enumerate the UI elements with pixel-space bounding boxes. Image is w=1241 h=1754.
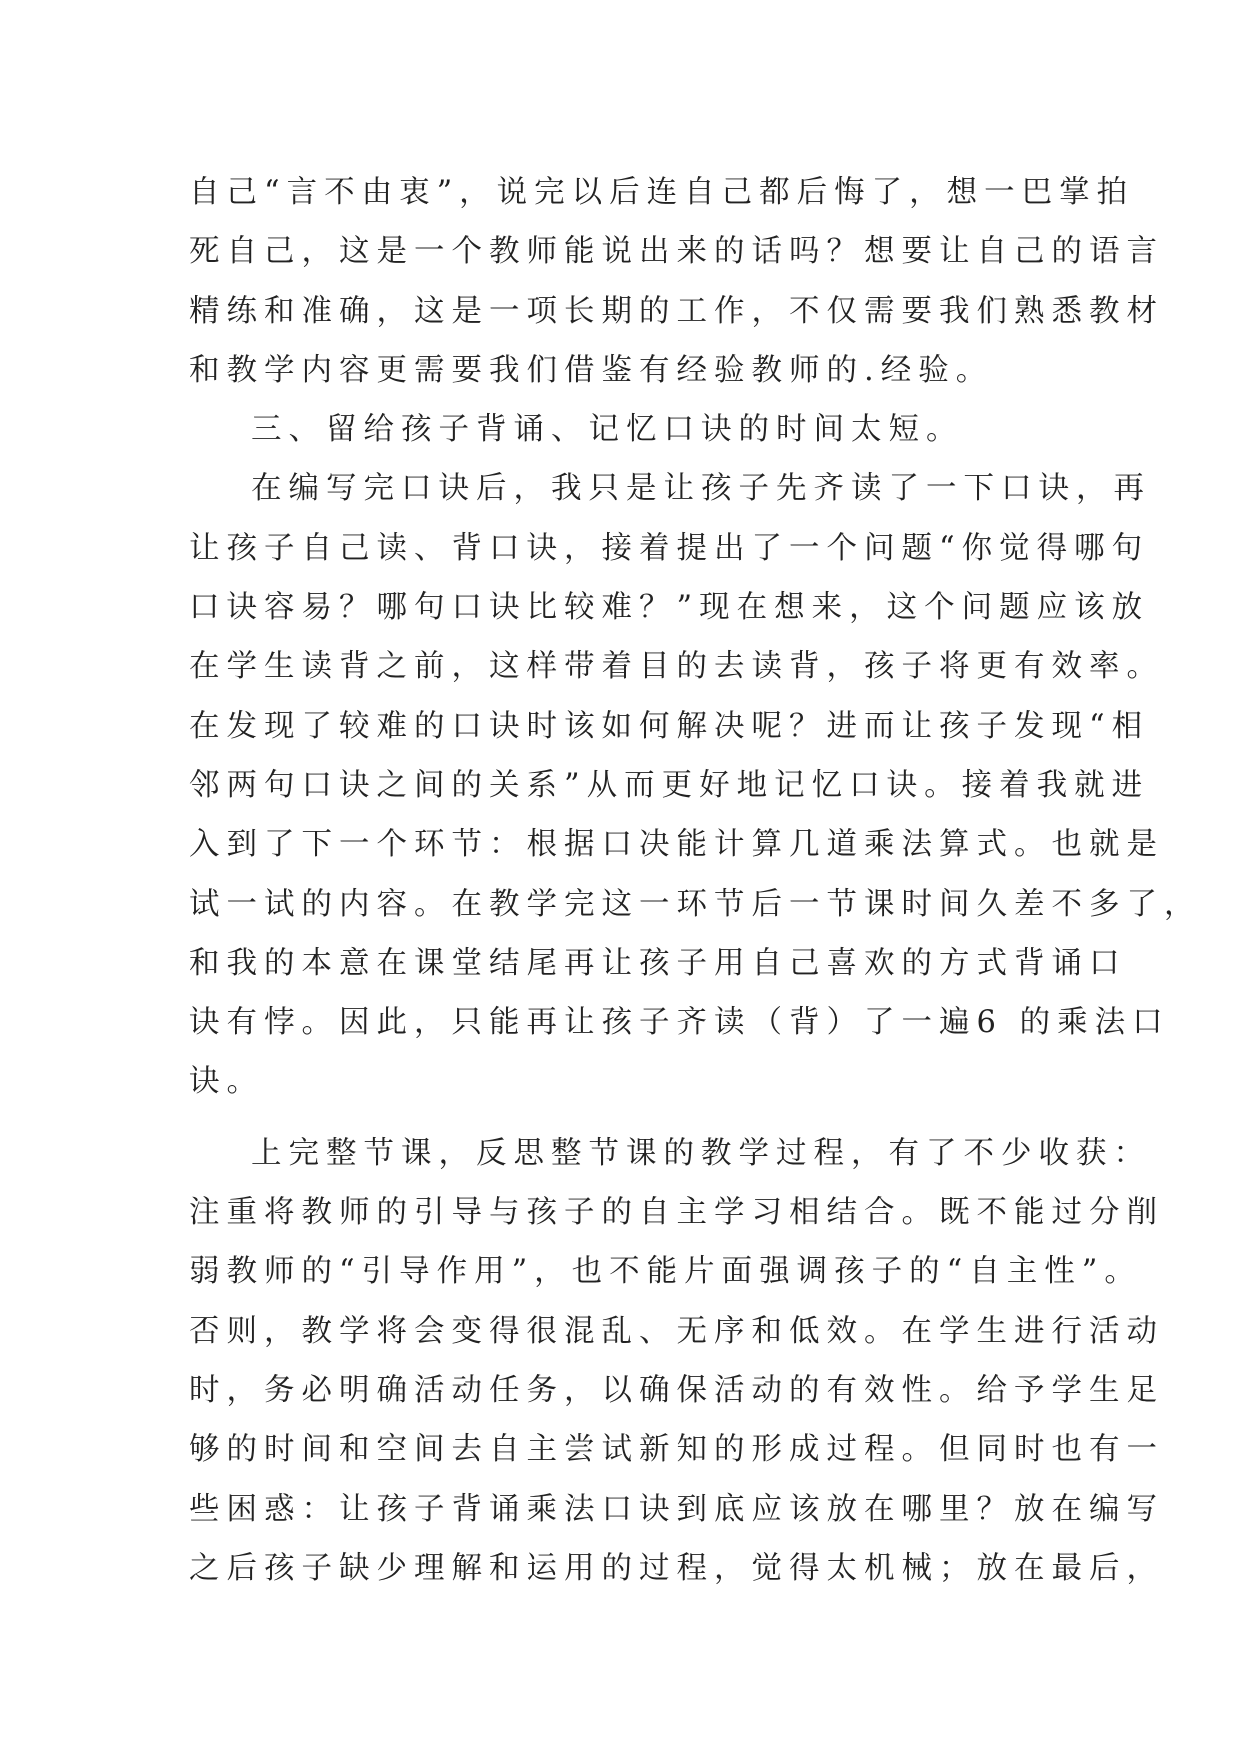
text-line: 口诀容易？哪句口诀比较难？”现在想来，这个问题应该放 <box>189 590 1150 626</box>
text-line: 精练和准确，这是一项长期的工作，不仅需要我们熟悉教材 <box>189 293 1164 329</box>
text-line: 时，务必明确活动任务，以确保活动的有效性。给予学生足 <box>189 1372 1164 1408</box>
text-line: 邻两句口诀之间的关系”从而更好地记忆口诀。接着我就进 <box>189 767 1150 803</box>
text-line: 诀。 <box>189 1064 264 1100</box>
text-line: 在学生读背之前，这样带着目的去读背，孩子将更有效率。 <box>189 649 1164 685</box>
text-line: 之后孩子缺少理解和运用的过程，觉得太机械；放在最后， <box>189 1550 1164 1586</box>
text-line: 否则，教学将会变得很混乱、无序和低效。在学生进行活动 <box>189 1313 1164 1349</box>
text-line: 在发现了较难的口诀时该如何解决呢？进而让孩子发现“相 <box>189 708 1150 744</box>
text-line: 和教学内容更需要我们借鉴有经验教师的.经验。 <box>189 352 994 388</box>
text-line: 诀有悖。因此，只能再让孩子齐读（背）了一遍6 的乘法口 <box>189 1005 1170 1041</box>
section-heading: 三、留给孩子背诵、记忆口诀的时间太短。 <box>251 412 964 448</box>
text-line: 够的时间和空间去自主尝试新知的形成过程。但同时也有一 <box>189 1432 1164 1468</box>
text-line: 注重将教师的引导与孩子的自主学习相结合。既不能过分削 <box>189 1195 1164 1231</box>
text-line: 试一试的内容。在教学完这一环节后一节课时间久差不多了， <box>189 886 1202 922</box>
text-line: 让孩子自己读、背口诀，接着提出了一个问题“你觉得哪句 <box>189 530 1150 566</box>
body-text <box>189 163 1202 1598</box>
text-line: 死自己，这是一个教师能说出来的话吗？想要让自己的语言 <box>189 234 1164 270</box>
text-line: 上完整节课，反思整节课的教学过程，有了不少收获： <box>251 1135 1151 1171</box>
text-line: 和我的本意在课堂结尾再让孩子用自己喜欢的方式背诵口 <box>189 945 1127 981</box>
text-line: 弱教师的“引导作用”，也不能片面强调孩子的“自主性”。 <box>189 1254 1142 1290</box>
text-line: 些困惑：让孩子背诵乘法口诀到底应该放在哪里？放在编写 <box>189 1491 1164 1527</box>
text-line: 自己“言不由衷”，说完以后连自己都后悔了，想一巴掌拍 <box>189 175 1135 210</box>
text-line: 在编写完口诀后，我只是让孩子先齐读了一下口诀，再 <box>251 471 1151 507</box>
paragraph-gap <box>189 1112 1069 1124</box>
text-line: 入到了下一个环节：根据口决能计算几道乘法算式。也就是 <box>189 827 1164 863</box>
